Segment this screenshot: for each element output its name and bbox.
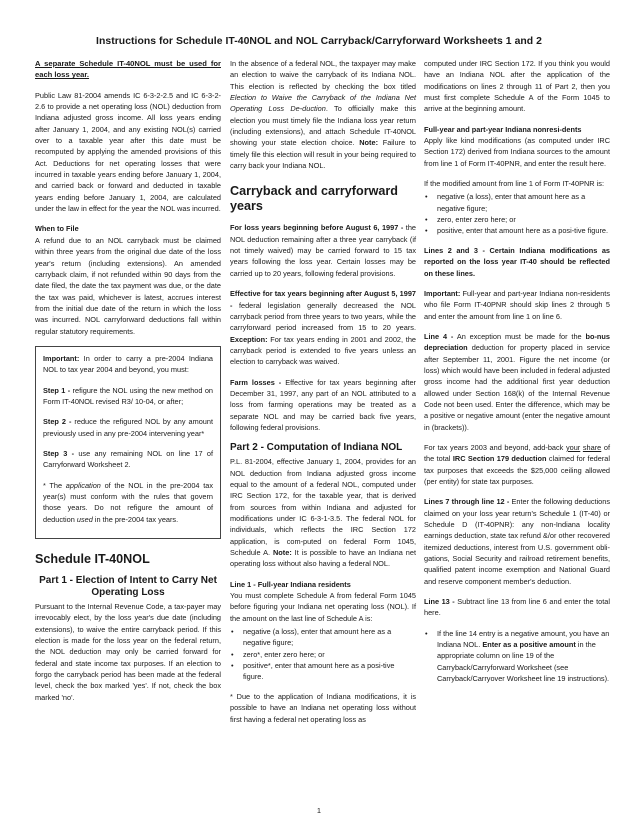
loss-years-text: the NOL deduction remaining after a three year carryback (if not timely waived) may be carried forward to 15 tax years following the loss year. Certain losses may be carried up to 20 years, following federal provisions. (230, 223, 417, 278)
footnote-start: * The (43, 480, 66, 490)
schedule-heading: Schedule IT-40NOL (35, 552, 150, 567)
line4-text-b: deduction for property placed in service after September 11, 2001. Figure the net income (or loss) which would have been included in federal adjusted gross income had the additional first year deduction allowed under Section 168(k) of the Internal Revenue Code not been used. Enter the difference, which may be a positive or negative amount (enter the negative amount in (brackets)). (424, 343, 610, 432)
nonresident-bullets (424, 191, 610, 236)
footnote-used: used (76, 514, 93, 524)
footnote-end: in the pre-2004 tax years. (92, 514, 179, 524)
part2-text: P.L. 81-2004, effective January 1, 2004, provides for an NOL deduction from Indiana adjusted gross income equal to the amount of a federal NOL, computed under IRC Section 172, for the taxable year, that is derived from sources from within Indiana and adjusted for modifications under IC 6-3-1-3.5. The federal NOL for individuals, which reflects the IRC Section 172 application, is com-puted on federal Form 1045, Schedule A. (230, 457, 416, 558)
important-box (35, 346, 221, 539)
column-left (35, 58, 221, 712)
step-1 (43, 385, 213, 408)
when-to-file-heading: When to File (35, 224, 79, 234)
loss-years-label: For loss years beginning before August 6, 1997 - (230, 223, 404, 233)
line4-label: Line 4 - (424, 331, 454, 341)
footnote-middle: of the NOL in the pre-2004 tax year(s) must conform with the rules that govern those years. Do not refigure the amount of deduction (43, 480, 213, 524)
list-item: • positive, enter that amount here as a posi-tive figure. (433, 225, 610, 236)
part2-end: It is possible to have an Indiana net operating loss without also having a federal NOL. (230, 548, 416, 569)
line13-text: Subtract line 13 from line 6 and enter the total here. (424, 597, 610, 618)
line1-heading: Line 1 - Full-year Indiana residents (230, 579, 351, 589)
carryback-heading: Carryback and carryforward years (230, 184, 398, 214)
irc-179-label: IRC Section 179 deduction (452, 454, 547, 464)
step-3-label: Step 3 - (43, 448, 75, 458)
list-item: • negative (a loss), enter that amount here as a negative figure; (239, 626, 416, 649)
exception-text: For tax years ending in 2001 and 2002, the carryback period is extended to five years unless an election to carryback was waived. (230, 334, 416, 367)
footnote-application: application (65, 480, 101, 490)
tax-text-c: of the total (424, 442, 610, 464)
step-1-text: refigure the NOL using the new method on Form IT-40NOL revised R3/ 10-04, or after; (43, 385, 213, 406)
line1-text: You must complete Schedule A from federal Form 1045 before figuring your Indiana net operating loss (NOL). If the amount on the last line of Schedule A is: (230, 591, 416, 623)
important-label: Important: (43, 353, 80, 363)
line4-paragraph (424, 331, 610, 433)
bonus-depreciation-label: bo-nus depreciation (424, 331, 610, 353)
column-middle (230, 58, 416, 734)
step-3-text: use any remaining NOL on line 17 of Carryforward Worksheet 2. (43, 448, 213, 470)
step-2 (43, 416, 213, 439)
line13-paragraph (424, 596, 610, 619)
step-1-label: Step 1 - (43, 385, 71, 395)
line1-bullets (230, 626, 416, 683)
part2-paragraph (230, 456, 416, 569)
lines-7-12-label: Lines 7 through line 12 - (424, 497, 510, 507)
election-paragraph (230, 58, 416, 171)
nonresidents-text: Apply like kind modifications (as computed under IRC Section 172) derived from Indiana sources to the amount from line 1 of Form IT-40PNR, and enter the result here. (424, 136, 610, 168)
part2-note-label: Note: (273, 548, 292, 558)
list-item: • zero*, enter zero here; or (239, 649, 416, 660)
exception-label: Exception: (230, 334, 268, 344)
enter-positive-label: Enter as a positive amount (482, 640, 576, 650)
list-item: • positive*, enter that amount here as a posi-tive figure. (239, 660, 416, 683)
election-text-c: Failure to timely file this election will result in your being required to carry back your Indiana NOL. (230, 138, 416, 171)
effective-text: federal legislation generally decreased the NOL carryback period from three years to two years, while the carryforward period increased from 15 to 20 years. (230, 300, 416, 333)
lead-notice: A separate Schedule IT-40NOL must be used for each loss year. (35, 59, 221, 80)
list-item: • zero, enter zero here; or (433, 214, 610, 225)
list-item: • negative (a loss), enter that amount here as a negative figure; (433, 191, 610, 214)
part1-text: Pursuant to the Internal Revenue Code, a tax-payer may irrevocably elect, by the loss year's due date (including extensions), to waive the entire carryback period. If this election is made for the loss year on the federal return, the NOL deduction may only be carried forward for federal and state income tax purposes. If an election to forgo the carryback period has been made at the federal level, check the box marked 'yes'. If not, check the box marked 'no'. (35, 602, 221, 702)
tax-your: your (565, 442, 581, 452)
important-text-2: Full-year and part-year Indiana non-residents who file Form IT-40PNR should skip lines 2 through 5 and enter the amount from line 1 on line 6. (424, 288, 610, 321)
computed-paragraph: computed under IRC Section 172. If you think you would have an Indiana NOL after the application of the modifications on lines 2 through 11 of Part 2, then you must first complete Schedule A of the Form 1045 to arrive at the beginning amount. (424, 59, 610, 114)
lines-7-12-text: Enter the following deductions claimed on your loss year return's Schedule 1 (IT-40) or Schedule D (IT-40PNR): any non-Indiana locality earnings deduction, state tax refund &/or other recovered itemized deductions, interest from U.S. government obli-gations, Social Security and railroad retirement benefits, qualified patent income exemption and National Guard and reserve component member's deduction. (424, 497, 610, 586)
column-right (424, 58, 610, 693)
tax-share: share (582, 442, 602, 452)
farm-losses-text: Effective for tax years beginning after December 31, 1997, any part of an NOL attributed to a loss from farming operations may be treated as a separate NOL and may be carried back five years, following federal provisions. (230, 377, 416, 432)
loss-years-paragraph (230, 222, 416, 279)
line14-text-b: in the appropriate column on line 19 of the Carryback/Carryforward Worksheet (see Carryback/Carryover Worksheet line 19 instructions). (437, 640, 610, 684)
election-note-label: Note: (359, 138, 379, 148)
tax-text-a: For tax years 2003 and beyond, add-back (424, 442, 566, 452)
important-paragraph (43, 353, 213, 376)
farm-losses-label: Farm losses - (230, 377, 282, 387)
effective-paragraph (230, 288, 416, 367)
farm-losses-paragraph (230, 377, 416, 434)
box-footnote (43, 480, 213, 525)
tax-years-paragraph (424, 442, 610, 487)
part1-heading: Part 1 - Election of Intent to Carry Net Operating Loss (39, 575, 217, 599)
election-text-a: In the absence of a federal NOL, the taxpayer may make an election to waive the carryback of its Indiana NOL. This election is reflected by checking the box titled (230, 59, 416, 91)
line4-text-a: An exception must be made for the (453, 331, 586, 341)
important-label-2: Important: (424, 288, 461, 298)
part2-heading: Part 2 - Computation of Indiana NOL (230, 442, 403, 454)
step-2-text: reduce the refigured NOL by any amount previously used in any pre-2004 intervening year* (43, 417, 213, 438)
nonresidents-heading: Full-year and part-year Indiana nonresi-dents (424, 124, 582, 134)
page-title: Instructions for Schedule IT-40NOL and NOL Carryback/Carryforward Worksheets 1 and 2 (96, 36, 542, 47)
tax-text-d: claimed for federal tax purposes that exceeds the $25,000 ceiling allowed (per entity) for state tax purposes. (424, 454, 610, 486)
footnote-text: * Due to the application of Indiana modifications, it is possible to have an Indiana net operating loss without first having a federal net operating loss as (230, 691, 416, 724)
paragraph-public-law: Public Law 81-2004 amends IC 6-3-2-2.5 and IC 6-3-2-2.6 to provide a net operating loss (NOL) deduction from Indiana adjusted gross income. All loss years ending after January 1, 2004, and any existing NOL(s) carried over to a taxable year after this date must be recomputed by applying the amended provisions of this Act. Deductions for net operating losses that were incurred in taxable years ending before January 1, 2004, and carried back or forward and deducted in taxable years ending before January 1, 2004, are calculated under the law in effect for the year the NOL was incurred. (35, 90, 221, 214)
important-nonresident-paragraph (424, 288, 610, 322)
line14-bullet (424, 628, 610, 685)
effective-label: Effective for tax years beginning after August 5, 1997 - (230, 289, 416, 310)
step-2-label: Step 2 - (43, 417, 72, 427)
line13-label: Line 13 - (424, 597, 455, 607)
when-to-file-text: A refund due to an NOL carryback must be claimed within three years from the original due date of the loss year's return (including extensions). An amended carryback claim, if not refunded within 90 days from the date filed, the date the tax payment was due, or the date the tax was paid, whichever is latest, accrues interest from the initial due date of the return in which the loss was incurred. NOL carryforward deductions fall within regular statutory requirements. (35, 235, 221, 336)
important-text: In order to carry a pre-2004 Indiana NOL to tax year 2004 and beyond, you must: (43, 353, 213, 375)
election-text-b: . To officially make this election you must timely file the Indiana loss year return (including extensions), and attach Schedule IT-40NOL showing your state election choice. (230, 104, 416, 148)
step-3 (43, 448, 213, 471)
election-title-italic: Election to Waive the Carryback of the Indiana Net Operating Loss De-duction (230, 93, 416, 114)
lines-2-3-heading: Lines 2 and 3 - Certain Indiana modifications as reported on the loss year IT-40 should be reflected on these lines. (424, 245, 610, 278)
page-number: 1 (316, 806, 322, 815)
if-modified-text: If the modified amount from line 1 of Form IT-40PNR is: (424, 179, 604, 189)
line14-text-a: If the line 14 entry is a negative amount, you have an Indiana NOL. (437, 628, 610, 650)
list-item (433, 628, 610, 685)
lines-7-12-paragraph (424, 496, 610, 587)
